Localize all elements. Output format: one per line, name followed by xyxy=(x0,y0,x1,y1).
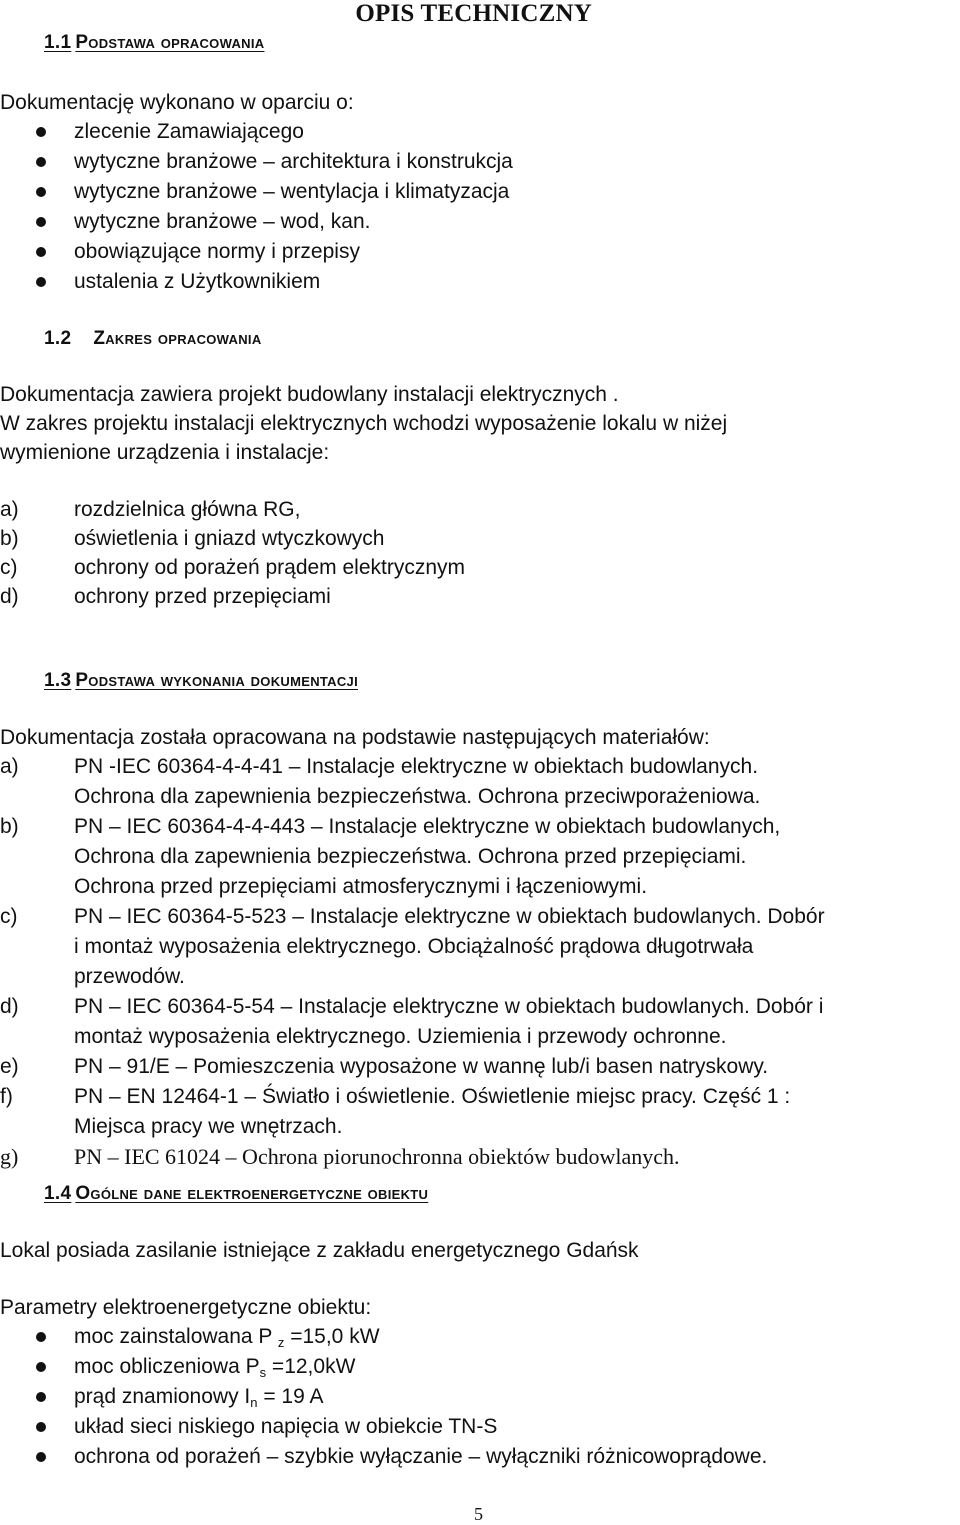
param-value: = 19 A xyxy=(257,1385,324,1408)
param-text: prąd znamionowy I xyxy=(74,1385,251,1408)
item-line: Ochrona dla zapewnienia bezpieczeństwa. Ochrona przeciwporażeniowa. xyxy=(74,785,761,808)
list-item xyxy=(0,1352,767,1382)
item-label: c) xyxy=(0,556,18,579)
item-line: montaż wyposażenia elektrycznego. Uziemienia i przewody ochronne. xyxy=(74,1025,727,1048)
list-item xyxy=(0,1412,767,1442)
item-line: PN -IEC 60364-4-4-41 – Instalacje elektryczne w obiektach budowlanych. xyxy=(74,755,759,778)
item-label: g) xyxy=(0,1144,19,1169)
section-1-2-heading xyxy=(44,326,262,352)
item-label: b) xyxy=(0,527,19,550)
item-label: a) xyxy=(0,755,19,778)
item-line: Ochrona dla zapewnienia bezpieczeństwa. Ochrona przed przepięciami. xyxy=(74,845,747,868)
scope-line-1: Dokumentacja zawiera projekt budowlany instalacji elektrycznych . xyxy=(0,383,619,406)
item-text: ochrony przed przepięciami xyxy=(74,585,331,608)
item-text: rozdzielnica główna RG, xyxy=(74,498,301,521)
item-label: c) xyxy=(0,905,18,928)
item-line: Ochrona przed przepięciami atmosferycznymi i łączeniowymi. xyxy=(74,875,648,898)
section-number: 1.2 xyxy=(44,328,72,349)
item-line: PN – IEC 60364-5-523 – Instalacje elektryczne w obiektach budowlanych. Dobór xyxy=(74,905,825,928)
list-item xyxy=(0,1082,825,1142)
list-item xyxy=(0,1322,767,1352)
item-label: d) xyxy=(0,995,19,1018)
list-item: wytyczne branżowe – architektura i konstrukcja xyxy=(0,147,513,177)
item-label: f) xyxy=(0,1085,13,1108)
basis-bullet-list xyxy=(0,117,513,297)
param-value: =12,0kW xyxy=(266,1355,356,1378)
list-item: wytyczne branżowe – wentylacja i klimatyzacja xyxy=(0,177,513,207)
item-label: e) xyxy=(0,1055,19,1078)
list-item xyxy=(0,553,465,582)
list-item xyxy=(0,1382,767,1412)
list-item: obowiązujące normy i przepisy xyxy=(0,237,513,267)
param-subscript: z xyxy=(277,1335,285,1350)
list-item: zlecenie Zamawiającego xyxy=(0,117,513,147)
section-number: 1.4 xyxy=(44,1183,72,1204)
list-item: wytyczne branżowe – wod, kan. xyxy=(0,207,513,237)
list-item xyxy=(0,524,465,553)
materials-intro: Dokumentacja została opracowana na podstawie następujących materiałów: xyxy=(0,726,710,749)
list-item xyxy=(0,1052,825,1082)
list-item xyxy=(0,812,825,902)
section-number: 1.1 xyxy=(44,32,72,53)
list-item xyxy=(0,902,825,992)
scope-item-list xyxy=(0,495,465,611)
list-item xyxy=(0,495,465,524)
item-label: b) xyxy=(0,815,19,838)
param-text: moc obliczeniowa P xyxy=(74,1355,260,1378)
section-title: Ogólne dane elektroenergetyczne obiektu xyxy=(75,1183,429,1204)
item-line: i montaż wyposażenia elektrycznego. Obciążalność prądowa długotrwała xyxy=(74,935,754,958)
item-label: d) xyxy=(0,585,19,608)
list-item xyxy=(0,992,825,1052)
param-subscript: s xyxy=(259,1365,267,1380)
section-title: Zakres opracowania xyxy=(93,328,262,349)
list-item xyxy=(0,752,825,812)
list-item xyxy=(0,1142,825,1172)
param-value: =15,0 kW xyxy=(284,1325,380,1348)
list-item: ustalenia z Użytkownikiem xyxy=(0,267,513,297)
item-label: a) xyxy=(0,498,19,521)
document-title: OPIS TECHNICZNY xyxy=(355,0,592,27)
item-text: ochrony od porażeń prądem elektrycznym xyxy=(74,556,466,579)
item-text: oświetlenia i gniazd wtyczkowych xyxy=(74,527,385,550)
materials-list xyxy=(0,752,825,1172)
param-text: ochrona od porażeń – szybkie wyłączanie – wyłączniki różnicowoprądowe. xyxy=(74,1445,768,1468)
parameters-list xyxy=(0,1322,767,1472)
page-number: 5 xyxy=(474,1504,483,1524)
item-line: PN – EN 12464-1 – Światło i oświetlenie. Oświetlenie miejsc pracy. Część 1 : xyxy=(74,1085,791,1108)
item-line: PN – IEC 60364-4-4-443 – Instalacje elektryczne w obiektach budowlanych, xyxy=(74,815,781,838)
param-text: układ sieci niskiego napięcia w obiekcie TN-S xyxy=(74,1415,498,1438)
item-line: PN – IEC 60364-5-54 – Instalacje elektryczne w obiektach budowlanych. Dobór i xyxy=(74,995,824,1018)
item-line: PN – 91/E – Pomieszczenia wyposażone w wannę lub/i basen natryskowy. xyxy=(74,1055,769,1078)
param-subscript: n xyxy=(250,1395,258,1410)
power-supply-text: Lokal posiada zasilanie istniejące z zakładu energetycznego Gdańsk xyxy=(0,1239,639,1262)
section-title: Podstawa wykonania dokumentacji xyxy=(75,670,358,691)
list-item xyxy=(0,582,465,611)
scope-line-2: W zakres projektu instalacji elektrycznych wchodzi wyposażenie lokalu w niżej xyxy=(0,412,728,435)
item-line: przewodów. xyxy=(74,965,185,988)
item-line: PN – IEC 61024 – Ochrona piorunochronna obiektów budowlanych. xyxy=(74,1144,680,1169)
section-1-4-heading xyxy=(44,1181,428,1207)
section-1-3-heading xyxy=(44,668,358,694)
section-1-1-intro: Dokumentację wykonano w oparciu o: xyxy=(0,91,354,114)
scope-line-3: wymienione urządzenia i instalacje: xyxy=(0,441,330,464)
section-number: 1.3 xyxy=(44,670,72,691)
section-1-1-heading xyxy=(44,30,264,56)
parameters-intro: Parametry elektroenergetyczne obiektu: xyxy=(0,1296,372,1319)
item-line: Miejsca pracy we wnętrzach. xyxy=(74,1115,343,1138)
param-text: moc zainstalowana P xyxy=(74,1325,278,1348)
section-title: Podstawa opracowania xyxy=(75,32,265,53)
list-item xyxy=(0,1442,767,1472)
